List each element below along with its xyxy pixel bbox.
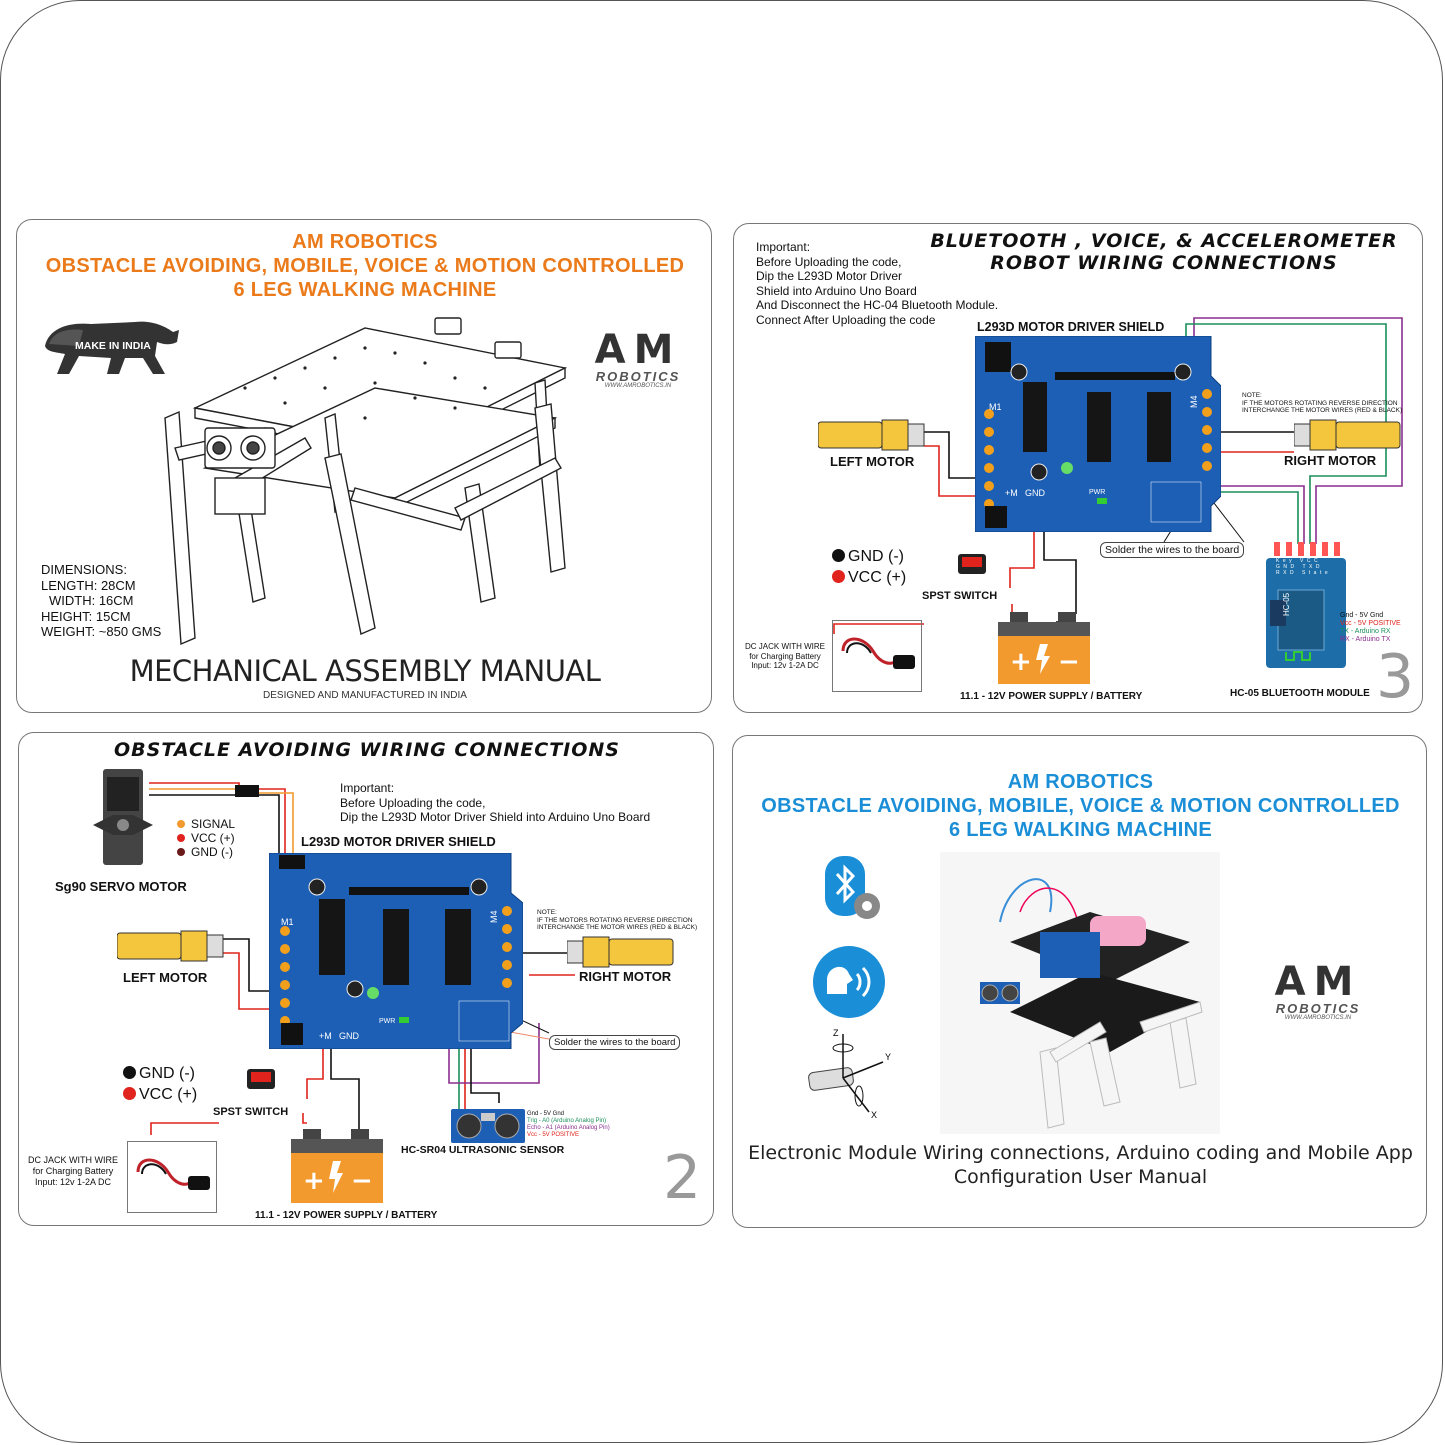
solder-callout: Solder the wires to the board	[549, 1035, 680, 1050]
logo-url: WWW.AMROBOTICS.IN	[1284, 1015, 1352, 1021]
make-in-india-text: MAKE IN INDIA	[75, 340, 151, 352]
power-legend	[832, 546, 906, 588]
power-legend	[123, 1063, 197, 1105]
panel4-title	[733, 770, 1427, 842]
hc-sr04-sensor	[451, 1107, 525, 1145]
vcc-text: VCC (+)	[139, 1086, 198, 1103]
panel4-footer	[733, 1141, 1427, 1189]
svg-text:−: −	[351, 1166, 373, 1196]
logo-url: WWW.AMROBOTICS.IN	[604, 383, 672, 389]
battery-icon	[289, 1127, 385, 1207]
obstacle-wiring-panel	[18, 732, 714, 1226]
brown-dot-icon	[177, 848, 185, 856]
solder-callout: Solder the wires to the board	[1100, 542, 1244, 558]
pin-label: RXD	[1276, 570, 1298, 576]
title-line: AM ROBOTICS	[292, 231, 438, 253]
shield-label: L293D MOTOR DRIVER SHIELD	[301, 834, 496, 849]
board-m1-label: M1	[281, 917, 294, 927]
black-dot-icon	[832, 549, 845, 562]
board-gnd-label: GND	[1025, 488, 1045, 498]
battery-icon	[996, 610, 1092, 688]
pin-label: VCC	[1300, 558, 1322, 564]
gnd-legend	[177, 845, 235, 859]
note-line: Connect After Uploading the code	[756, 312, 936, 327]
robot-line-drawing	[135, 308, 595, 658]
gnd-legend	[832, 546, 906, 567]
dimension-line: HEIGHT: 15CM	[41, 608, 131, 624]
dimension-line: WIDTH: 16CM	[49, 593, 134, 608]
board-gnd-label: GND	[339, 1031, 359, 1041]
page-number: 3	[1376, 642, 1415, 712]
red-dot-icon	[832, 570, 845, 583]
logo-main: AM	[594, 327, 682, 373]
right-motor	[567, 935, 677, 971]
spst-switch-icon	[956, 550, 988, 580]
note-line: INTERCHANGE THE MOTOR WIRES (RED & BLACK)	[1242, 407, 1403, 414]
vcc-text: VCC (+)	[848, 569, 907, 586]
dc-jack-label	[21, 1155, 125, 1188]
dc-line: for Charging Battery	[749, 651, 821, 661]
spst-label: SPST SWITCH	[213, 1106, 289, 1118]
dimensions-block	[41, 562, 161, 640]
pin-note: Gnd - 5V Gnd	[527, 1111, 565, 1117]
dc-line: DC JACK WITH WIRE	[745, 642, 825, 651]
dc-jack-icon	[833, 621, 921, 691]
vcc-legend	[832, 567, 906, 588]
dc-jack-box	[832, 620, 922, 692]
page-number: 2	[663, 1143, 702, 1213]
note-line: IF THE MOTORS ROTATING REVERSE DIRECTION	[537, 916, 693, 924]
dimension-line: LENGTH: 28CM	[41, 577, 136, 593]
board-m1-label: M1	[989, 402, 1002, 412]
title-line: 6 LEG WALKING MACHINE	[949, 819, 1212, 841]
battery-label: 11.1 - 12V POWER SUPPLY / BATTERY	[960, 691, 1143, 702]
legend-text: VCC (+)	[191, 831, 235, 845]
note-line: Before Uploading the code,	[756, 254, 902, 269]
panel1-title	[17, 230, 712, 302]
mechanical-assembly-panel	[16, 219, 712, 713]
board-plusm-label: +M	[319, 1031, 332, 1041]
logo-sub: ROBOTICS	[595, 369, 681, 384]
bluetooth-gear-icon	[821, 852, 883, 924]
title-line: ROBOT WIRING CONNECTIONS	[990, 252, 1338, 274]
svg-text:Y: Y	[885, 1052, 892, 1062]
note-line: Shield into Arduino Uno Board	[756, 283, 917, 298]
vcc-legend	[123, 1084, 197, 1105]
dimension-line: WEIGHT: ~850 GMS	[41, 624, 162, 639]
note-line: And Disconnect the HC-04 Bluetooth Module.	[756, 298, 999, 312]
note-line: NOTE:	[537, 909, 557, 916]
svg-text:Z: Z	[833, 1028, 839, 1038]
spst-label: SPST SWITCH	[922, 590, 998, 602]
left-motor-label: LEFT MOTOR	[830, 454, 915, 469]
note-line: Before Uploading the code,	[340, 795, 486, 810]
panel3-title: OBSTACLE AVOIDING WIRING CONNECTIONS	[114, 739, 620, 761]
bluetooth-wiring-panel	[733, 223, 1423, 713]
orange-dot-icon	[177, 820, 185, 828]
board-pwr-label: PWR	[1089, 489, 1106, 496]
red-dot-icon	[123, 1087, 136, 1100]
board-pwr-label: PWR	[379, 1018, 396, 1025]
assembled-robot-photo	[940, 852, 1220, 1134]
svg-text:+: +	[1010, 647, 1032, 677]
accelerometer-icon	[803, 1028, 903, 1120]
pin-note: Vcc - 5V POSITIVE	[527, 1132, 580, 1138]
pin-label: GND	[1276, 564, 1298, 570]
note-line: Important:	[756, 240, 811, 254]
pin-label: State	[1301, 570, 1332, 576]
legend-text: GND (-)	[191, 845, 233, 859]
black-dot-icon	[123, 1066, 136, 1079]
left-motor	[818, 418, 928, 454]
legend-text: SIGNAL	[191, 817, 236, 831]
title-line: 6 LEG WALKING MACHINE	[233, 279, 497, 301]
title-line: AM ROBOTICS	[1007, 771, 1154, 793]
l293d-shield-board	[975, 336, 1221, 532]
bt-pin-notes	[1340, 612, 1401, 644]
dc-jack-box	[127, 1141, 217, 1213]
pin-note: Trig - A0 (Arduino Analog Pin)	[527, 1118, 607, 1124]
board-m4-label: M4	[489, 910, 499, 923]
pin-note: Gnd - 5V Gnd	[1340, 612, 1384, 619]
left-motor-label: LEFT MOTOR	[123, 970, 208, 985]
left-motor	[117, 929, 227, 965]
gnd-legend	[123, 1063, 197, 1084]
spst-switch-icon	[245, 1065, 277, 1095]
servo-label: Sg90 SERVO MOTOR	[55, 879, 187, 894]
pin-note: Echo - A1 (Arduino Analog Pin)	[527, 1125, 610, 1131]
dc-line: DC JACK WITH WIRE	[28, 1155, 118, 1165]
sensor-pin-notes	[527, 1111, 610, 1139]
footer-line: Configuration User Manual	[953, 1166, 1208, 1188]
shield-label: L293D MOTOR DRIVER SHIELD	[977, 320, 1165, 334]
board-plusm-label: +M	[1005, 488, 1018, 498]
dc-line: Input: 12v 1-2A DC	[751, 661, 819, 670]
svg-text:+: +	[303, 1166, 325, 1196]
note-line: Dip the L293D Motor Driver Shield into Arduino Uno Board	[340, 810, 651, 824]
right-motor-label: RIGHT MOTOR	[1284, 453, 1377, 468]
hc05-chip-label: HC-05	[1282, 592, 1291, 616]
servo-legend	[177, 817, 235, 859]
bt-module-label: HC-05 BLUETOOTH MODULE	[1230, 688, 1370, 699]
voice-command-icon	[811, 944, 887, 1020]
title-line: OBSTACLE AVOIDING, MOBILE, VOICE & MOTION CONTROLLED	[45, 255, 685, 277]
red-dot-icon	[177, 834, 185, 842]
signal-legend	[177, 817, 235, 831]
svg-text:−: −	[1058, 647, 1080, 677]
logo-sub: ROBOTICS	[1275, 1001, 1361, 1016]
designed-text: DESIGNED AND MANUFACTURED IN INDIA	[263, 690, 467, 701]
manual-title: MECHANICAL ASSEMBLY MANUAL	[129, 654, 601, 688]
battery-label: 11.1 - 12V POWER SUPPLY / BATTERY	[255, 1210, 438, 1221]
vcc-legend	[177, 831, 235, 845]
dc-jack-icon	[128, 1142, 216, 1212]
dc-line: Input: 12v 1-2A DC	[34, 1177, 112, 1187]
sensor-label: HC-SR04 ULTRASONIC SENSOR	[401, 1144, 565, 1156]
note-line: Important:	[340, 781, 395, 795]
logo-main: AM	[1274, 959, 1362, 1005]
board-m4-label: M4	[1189, 395, 1199, 408]
pin-label: TXD	[1302, 564, 1323, 570]
dc-jack-label	[738, 642, 832, 671]
note-line: INTERCHANGE THE MOTOR WIRES (RED & BLACK)	[537, 924, 698, 931]
hc05-pin-labels	[1276, 558, 1338, 576]
sg90-servo-motor	[93, 767, 153, 867]
right-motor	[1294, 418, 1404, 454]
footer-line: Electronic Module Wiring connections, Arduino coding and Mobile App	[748, 1142, 1413, 1164]
reverse-note	[1242, 392, 1402, 415]
title-line: BLUETOOTH , VOICE, & ACCELEROMETER	[930, 230, 1398, 252]
pin-label: Key	[1276, 558, 1296, 564]
right-motor-label: RIGHT MOTOR	[579, 969, 672, 984]
dc-line: for Charging Battery	[32, 1166, 114, 1176]
l293d-shield-board	[269, 853, 523, 1049]
reverse-note	[537, 909, 697, 932]
note-line: NOTE:	[1242, 392, 1262, 399]
title-line: OBSTACLE AVOIDING, MOBILE, VOICE & MOTION CONTROLLED	[761, 795, 1400, 817]
electronic-manual-panel	[732, 735, 1427, 1228]
svg-text:X: X	[871, 1110, 878, 1120]
pin-note: RX - Arduino TX	[1340, 636, 1391, 643]
gnd-text: GND (-)	[848, 548, 904, 565]
gnd-text: GND (-)	[139, 1065, 195, 1082]
note-line: IF THE MOTORS ROTATING REVERSE DIRECTION	[1242, 399, 1398, 407]
pin-note: Vcc - 5V POSITIVE	[1340, 620, 1401, 627]
pin-note: TX - Arduino RX	[1340, 628, 1391, 635]
am-robotics-logo	[1253, 959, 1383, 1021]
note-line: Dip the L293D Motor Driver	[756, 269, 903, 283]
dimension-line: DIMENSIONS:	[41, 562, 127, 577]
